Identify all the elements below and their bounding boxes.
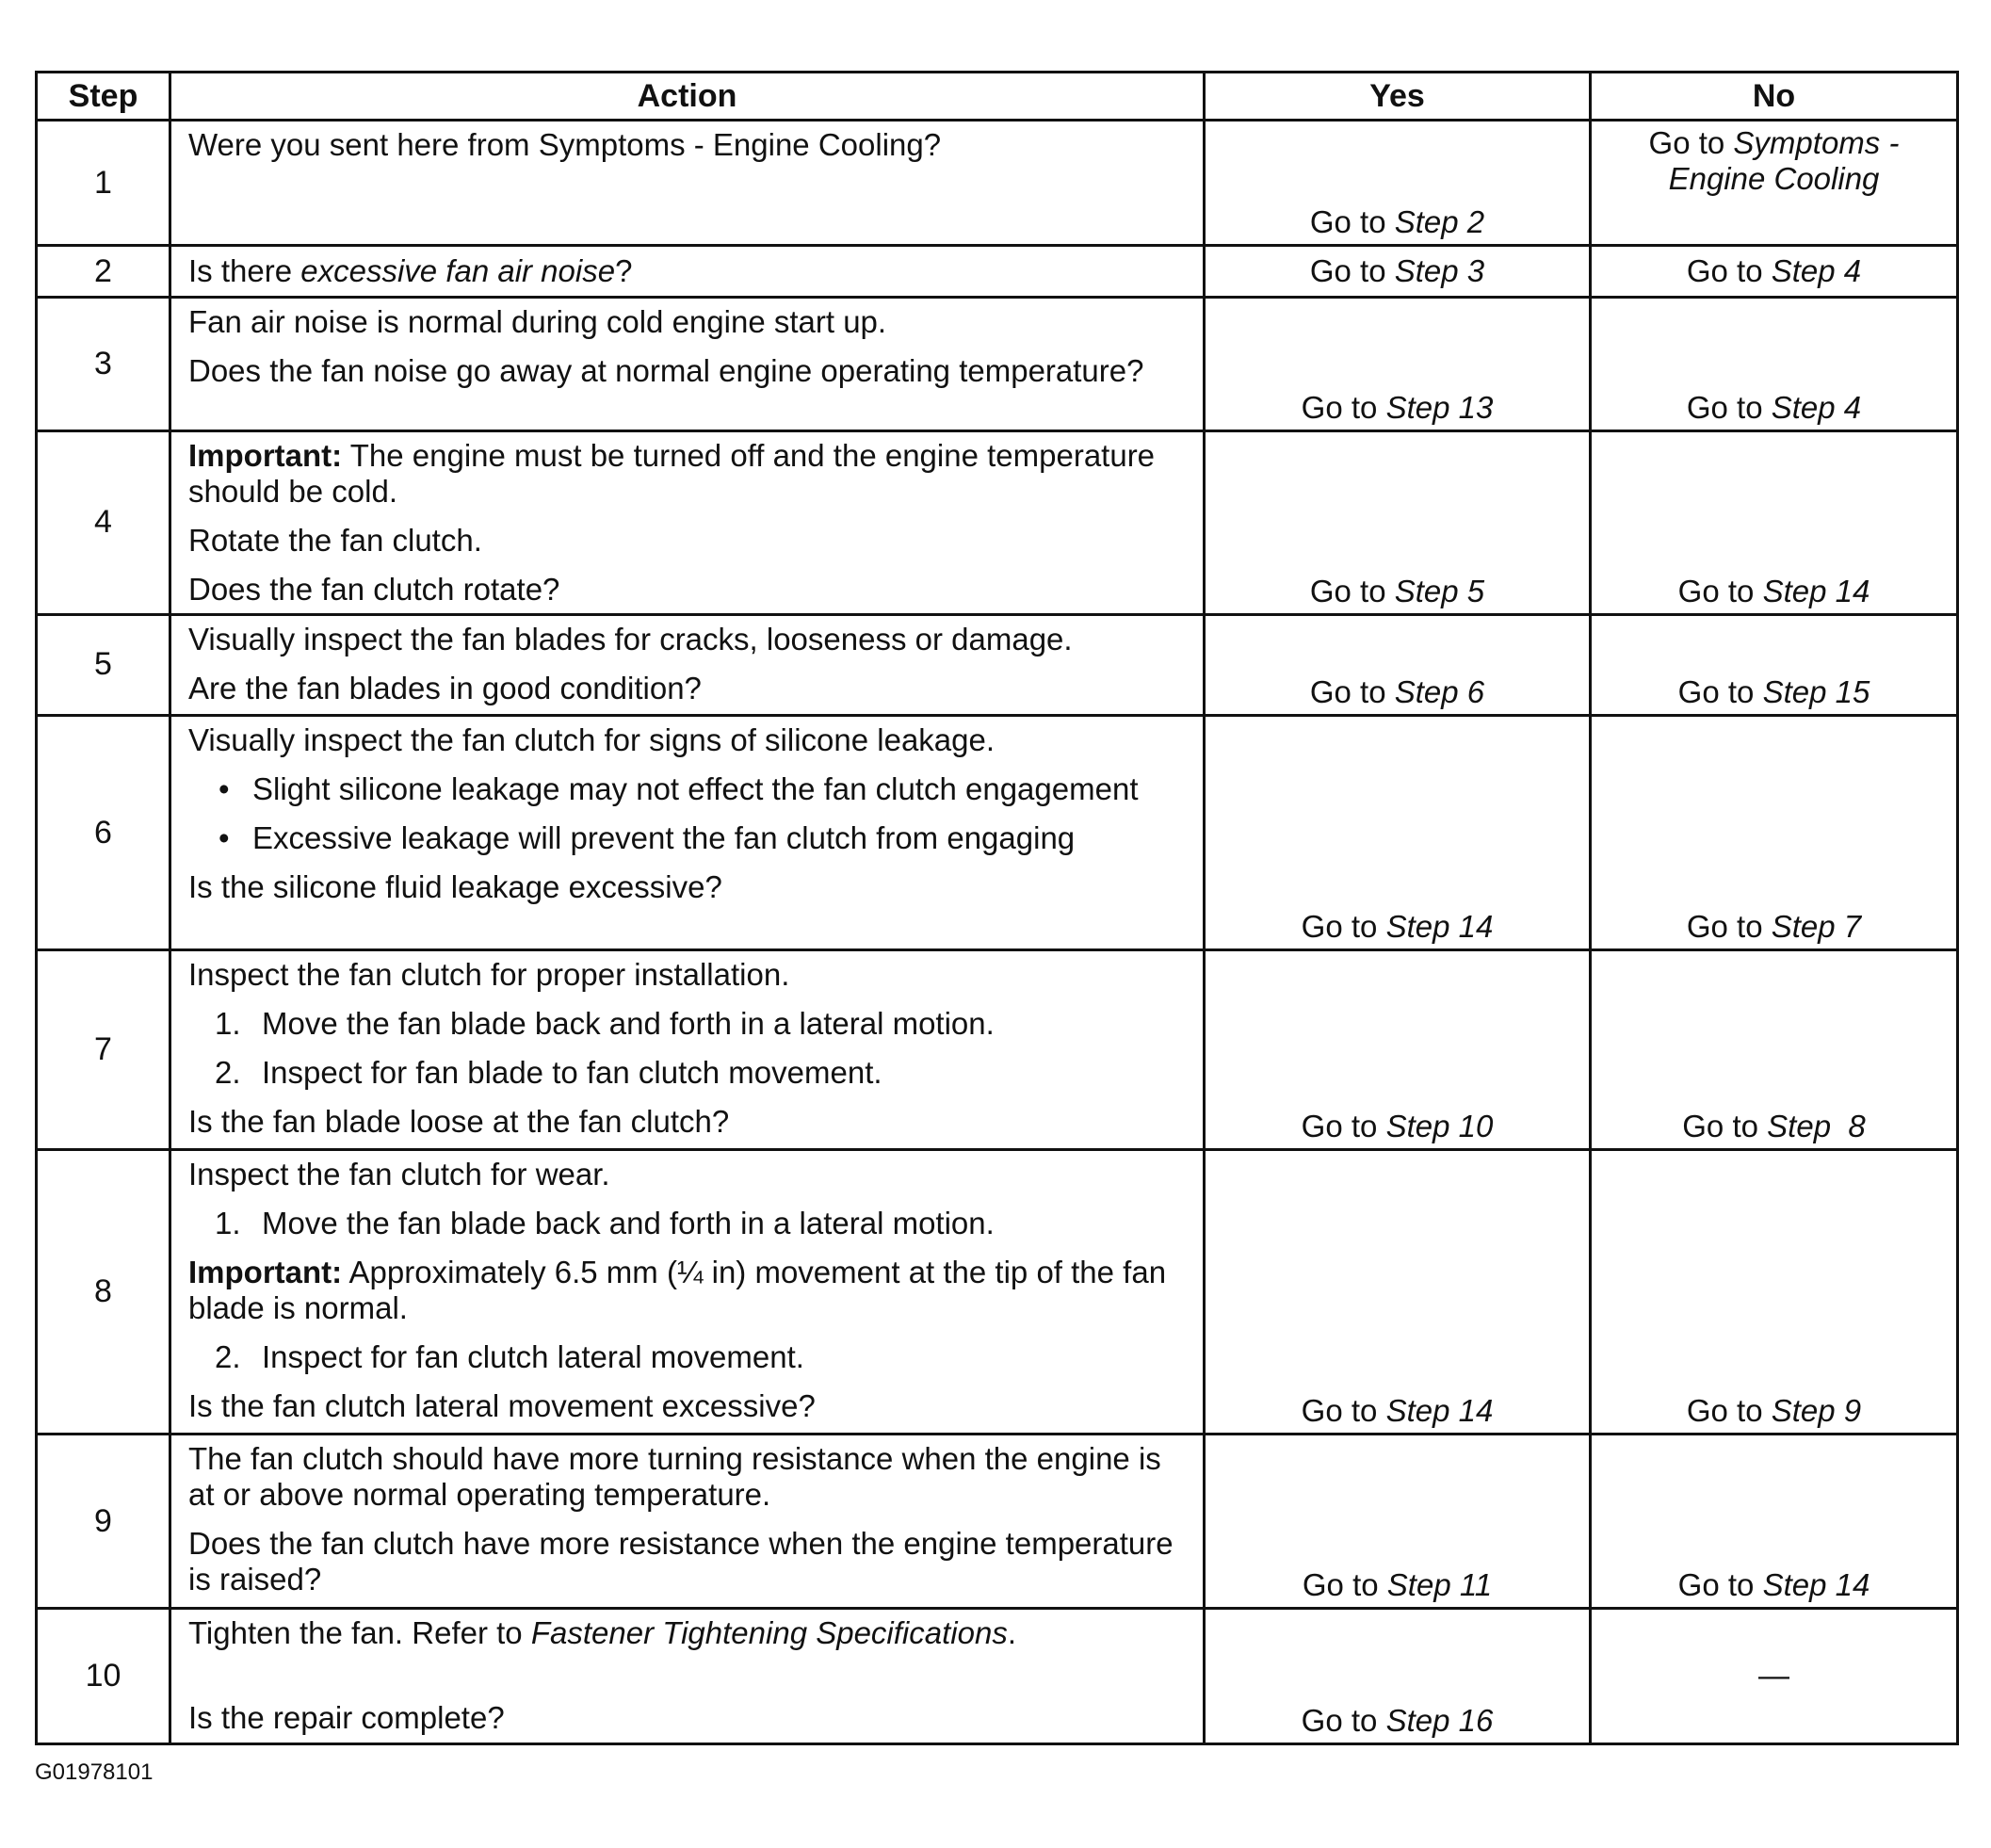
- step-link[interactable]: Step 4: [1771, 389, 1862, 425]
- numbered-item: 2. Inspect for fan blade to fan clutch movement.: [215, 1055, 882, 1091]
- action-question: Were you sent here from Symptoms - Engine Cooling?: [188, 127, 942, 162]
- action-cell: [170, 1435, 1205, 1608]
- action-question: Is the repair complete?: [188, 1699, 505, 1735]
- step-link[interactable]: Step 14: [1385, 909, 1494, 945]
- diagnostic-table: [35, 71, 1959, 1745]
- action-text: Visually inspect the fan blades for cracks, looseness or damage.: [188, 621, 1073, 657]
- action-cell: [170, 430, 1205, 614]
- yes-cell: Go to Step 13: [1205, 298, 1591, 430]
- step-link[interactable]: Step 3: [1394, 253, 1485, 289]
- table-row: [37, 298, 1958, 430]
- step-link[interactable]: Step 14: [1762, 1566, 1870, 1602]
- yes-cell: Go to Step 6: [1205, 614, 1591, 715]
- no-cell: [1591, 1608, 1958, 1743]
- action-question: Does the fan noise go away at normal engine operating temperature?: [188, 353, 1144, 389]
- step-link[interactable]: Step 11: [1386, 1566, 1493, 1602]
- yes-cell: Go to Step 2: [1205, 121, 1591, 246]
- yes-cell: Go to Step 14: [1205, 1149, 1591, 1435]
- action-question: Is the fan blade loose at the fan clutch?: [188, 1104, 730, 1140]
- no-cell: Go to Step 9: [1591, 1149, 1958, 1435]
- step-number: 7: [37, 950, 170, 1149]
- numbered-item: 1. Move the fan blade back and forth in a lateral motion.: [215, 1205, 995, 1240]
- step-number: 5: [37, 614, 170, 715]
- table-row: [37, 614, 1958, 715]
- action-question: Is the silicone fluid leakage excessive?: [188, 869, 722, 905]
- table-row: [37, 430, 1958, 614]
- numbered-item: 1. Move the fan blade back and forth in a lateral motion.: [215, 1006, 995, 1042]
- bullet-item: • Excessive leakage will prevent the fan clutch from engaging: [219, 820, 1076, 856]
- step-link[interactable]: Step 14: [1762, 573, 1870, 608]
- step-link[interactable]: Step 6: [1394, 674, 1485, 710]
- section-link[interactable]: Symptoms -: [1733, 125, 1900, 160]
- action-cell: [170, 614, 1205, 715]
- step-link[interactable]: Step 4: [1771, 253, 1862, 289]
- yes-cell: Go to Step 14: [1205, 716, 1591, 950]
- figure-id: G01978101: [35, 1759, 154, 1785]
- table-header-row: [37, 73, 1958, 121]
- step-link[interactable]: Step 14: [1385, 1393, 1494, 1429]
- header-yes: Yes: [1205, 73, 1591, 121]
- no-cell: Go to Step 14: [1591, 430, 1958, 614]
- yes-cell: Go to Step 16: [1205, 1608, 1591, 1743]
- step-number: 4: [37, 430, 170, 614]
- action-cell: [170, 298, 1205, 430]
- action-text: Rotate the fan clutch.: [188, 522, 482, 558]
- step-number: 2: [37, 246, 170, 298]
- step-link[interactable]: Step 2: [1394, 204, 1485, 240]
- step-number: 8: [37, 1149, 170, 1435]
- yes-cell: Go to Step 11: [1205, 1435, 1591, 1608]
- section-link[interactable]: Fastener Tightening Specifications: [530, 1614, 1008, 1650]
- action-text: Tighten the fan. Refer to Fastener Tightening Specifications.: [188, 1614, 1016, 1650]
- action-cell: [170, 121, 1205, 246]
- no-cell: Go to Step 4: [1591, 246, 1958, 298]
- no-cell: Go to Step 14: [1591, 1435, 1958, 1608]
- action-text: Inspect the fan clutch for proper installation.: [188, 957, 790, 993]
- step-link[interactable]: Step 7: [1771, 909, 1862, 945]
- no-action-dash: —: [1758, 1658, 1789, 1694]
- step-number: 1: [37, 121, 170, 246]
- no-cell: Go to Step 7: [1591, 716, 1958, 950]
- header-action: Action: [170, 73, 1205, 121]
- action-text: Visually inspect the fan clutch for signs of silicone leakage.: [188, 722, 996, 758]
- table-row: [37, 716, 1958, 950]
- section-link[interactable]: Engine Cooling: [1668, 161, 1880, 196]
- action-question: Is the fan clutch lateral movement excessive?: [188, 1387, 816, 1423]
- action-text: Fan air noise is normal during cold engine start up.: [188, 304, 887, 340]
- no-cell: Go to Symptoms - Engine Cooling: [1591, 121, 1958, 246]
- important-note: Important: The engine must be turned off and the engine temperature should be cold.: [188, 437, 1156, 509]
- action-cell: [170, 950, 1205, 1149]
- bullet-icon: •: [219, 820, 230, 856]
- table-row: [37, 950, 1958, 1149]
- action-cell: [170, 246, 1205, 298]
- step-link[interactable]: Step 13: [1385, 389, 1494, 425]
- action-question: Is there excessive fan air noise?: [188, 253, 633, 289]
- step-link[interactable]: Step 9: [1771, 1393, 1862, 1429]
- table-row: [37, 246, 1958, 298]
- step-link[interactable]: Step 5: [1394, 573, 1485, 608]
- header-step: Step: [37, 73, 170, 121]
- action-text: The fan clutch should have more turning resistance when the engine is at or above normal operating temperature.: [188, 1441, 1161, 1513]
- yes-cell: Go to Step 10: [1205, 950, 1591, 1149]
- step-number: 10: [37, 1608, 170, 1743]
- action-question: Does the fan clutch have more resistance when the engine temperature is raised?: [188, 1526, 1174, 1597]
- table-row: [37, 1149, 1958, 1435]
- no-cell: Go to Step 8: [1591, 950, 1958, 1149]
- table-row: [37, 121, 1958, 246]
- table-row: [37, 1435, 1958, 1608]
- action-cell: [170, 1608, 1205, 1743]
- action-cell: [170, 716, 1205, 950]
- bullet-item: • Slight silicone leakage may not effect the fan clutch engagement: [219, 771, 1139, 807]
- important-note: Important: Approximately 6.5 mm (¼ in) movement at the tip of the fan blade is normal.: [188, 1254, 1167, 1325]
- bullet-icon: •: [219, 771, 230, 807]
- step-link[interactable]: Step 8: [1767, 1108, 1866, 1143]
- step-number: 9: [37, 1435, 170, 1608]
- action-question: Are the fan blades in good condition?: [188, 670, 702, 705]
- action-text: Inspect the fan clutch for wear.: [188, 1156, 610, 1191]
- table-row: [37, 1608, 1958, 1743]
- step-link[interactable]: Step 15: [1762, 674, 1870, 710]
- yes-cell: Go to Step 5: [1205, 430, 1591, 614]
- no-cell: Go to Step 4: [1591, 298, 1958, 430]
- no-cell: Go to Step 15: [1591, 614, 1958, 715]
- numbered-item: 2. Inspect for fan clutch lateral movement.: [215, 1338, 804, 1374]
- step-link[interactable]: Step 10: [1385, 1108, 1494, 1143]
- step-number: 6: [37, 716, 170, 950]
- step-link[interactable]: Step 16: [1385, 1703, 1494, 1738]
- step-number: 3: [37, 298, 170, 430]
- yes-cell: Go to Step 3: [1205, 246, 1591, 298]
- action-cell: [170, 1149, 1205, 1435]
- action-question: Does the fan clutch rotate?: [188, 571, 560, 607]
- header-no: No: [1591, 73, 1958, 121]
